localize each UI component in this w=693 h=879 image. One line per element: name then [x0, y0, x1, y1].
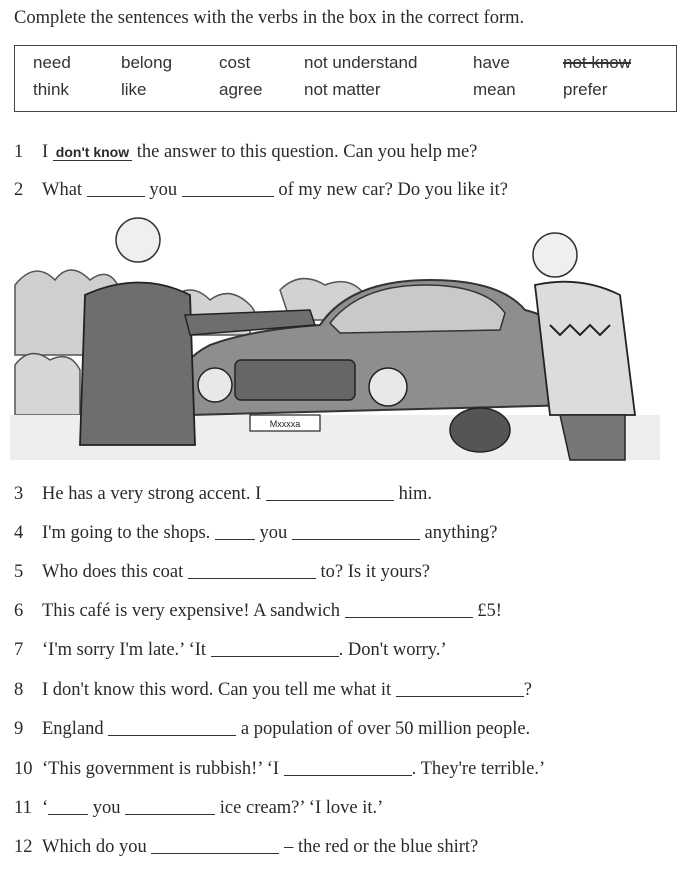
- word-not-understand: not understand: [304, 53, 418, 72]
- question-number: 1: [14, 142, 24, 162]
- question-3: [14, 480, 432, 506]
- question-text: This café is very expensive! A sandwich: [42, 601, 340, 621]
- question-4: [14, 519, 498, 545]
- question-number: 8: [14, 680, 24, 700]
- answer-blank[interactable]: [266, 482, 394, 501]
- question-text: England: [42, 719, 104, 739]
- word-prefer: prefer: [563, 80, 608, 99]
- answer-blank[interactable]: [345, 599, 473, 618]
- question-number: 12: [14, 837, 33, 857]
- word-mean: mean: [473, 80, 516, 99]
- question-6: [14, 597, 502, 623]
- instruction-text: Complete the sentences with the verbs in the box in the correct form.: [14, 8, 525, 28]
- salesman-suit: [80, 283, 195, 446]
- car-salesman-illustration: [10, 215, 660, 465]
- question-12: [14, 833, 478, 859]
- car-headlight-right: [369, 368, 407, 406]
- answer-example: don't know: [53, 144, 132, 161]
- question-number: 10: [14, 759, 33, 779]
- answer-blank[interactable]: [48, 796, 88, 815]
- customer-trousers: [560, 415, 625, 460]
- question-text: you: [149, 180, 178, 200]
- question-text: . Don't worry.’: [338, 640, 447, 660]
- word-have: have: [473, 53, 510, 72]
- question-text: to? Is it yours?: [320, 562, 430, 582]
- question-text: you: [92, 798, 121, 818]
- question-10: [14, 755, 545, 781]
- question-text: ?: [523, 680, 532, 700]
- question-text: anything?: [424, 523, 498, 543]
- word-think: think: [33, 80, 69, 99]
- question-text: ice cream?’ ‘I love it.’: [219, 798, 384, 818]
- question-text: him.: [398, 484, 432, 504]
- word-not-know: not know: [563, 53, 632, 72]
- answer-blank[interactable]: [188, 560, 316, 579]
- word-like: like: [121, 80, 147, 99]
- question-text: £5!: [477, 601, 502, 621]
- car-grille: [235, 360, 355, 400]
- word-belong: belong: [121, 53, 173, 72]
- answer-blank[interactable]: [215, 521, 255, 540]
- question-number: 6: [14, 601, 24, 621]
- answer-blank[interactable]: [87, 178, 145, 197]
- question-8: [14, 676, 532, 702]
- question-number: 2: [14, 180, 24, 200]
- question-text: Which do you: [42, 837, 147, 857]
- question-text: ‘I'm sorry I'm late.’ ‘It: [42, 640, 207, 660]
- word-need: need: [33, 53, 71, 72]
- question-9: [14, 715, 530, 741]
- question-number: 7: [14, 640, 24, 660]
- customer-head: [533, 233, 577, 277]
- question-5: [14, 558, 430, 584]
- question-11: [14, 794, 383, 820]
- question-text: ‘: [42, 798, 49, 818]
- answer-blank[interactable]: [108, 717, 236, 736]
- question-text: He has a very strong accent. I: [42, 484, 262, 504]
- word-agree: agree: [219, 80, 263, 99]
- word-box: [14, 45, 677, 112]
- question-text: you: [259, 523, 288, 543]
- word-cost: cost: [219, 53, 251, 72]
- question-2: [14, 176, 508, 202]
- question-number: 4: [14, 523, 24, 543]
- word-not-matter: not matter: [304, 80, 381, 99]
- customer-sweater: [535, 282, 635, 415]
- answer-blank[interactable]: [151, 835, 279, 854]
- question-text: What: [42, 180, 83, 200]
- answer-blank[interactable]: [182, 178, 274, 197]
- bush-left-low: [15, 354, 80, 415]
- car-wheel: [450, 408, 510, 452]
- question-7: [14, 636, 447, 662]
- question-1: [14, 139, 477, 165]
- question-text: . They're terrible.’: [411, 759, 546, 779]
- question-text: I'm going to the shops.: [42, 523, 211, 543]
- question-text: the answer to this question. Can you help me?: [136, 142, 478, 162]
- answer-blank[interactable]: [125, 796, 215, 815]
- question-text: a population of over 50 million people.: [240, 719, 531, 739]
- question-number: 11: [14, 798, 32, 818]
- answer-blank[interactable]: [292, 521, 420, 540]
- plate-text: Mxxxxa: [269, 419, 301, 429]
- question-text: I don't know this word. Can you tell me what it: [42, 680, 392, 700]
- question-number: 5: [14, 562, 24, 582]
- salesman-head: [116, 218, 160, 262]
- question-text: of my new car? Do you like it?: [278, 180, 508, 200]
- car-headlight-left: [198, 368, 232, 402]
- answer-blank[interactable]: [396, 678, 524, 697]
- question-text: ‘This government is rubbish!’ ‘I: [42, 759, 280, 779]
- question-number: 9: [14, 719, 24, 739]
- question-text: I: [42, 142, 49, 162]
- question-number: 3: [14, 484, 24, 504]
- answer-blank[interactable]: [211, 638, 339, 657]
- question-text: – the red or the blue shirt?: [284, 837, 479, 857]
- answer-blank[interactable]: [284, 757, 412, 776]
- question-text: Who does this coat: [42, 562, 184, 582]
